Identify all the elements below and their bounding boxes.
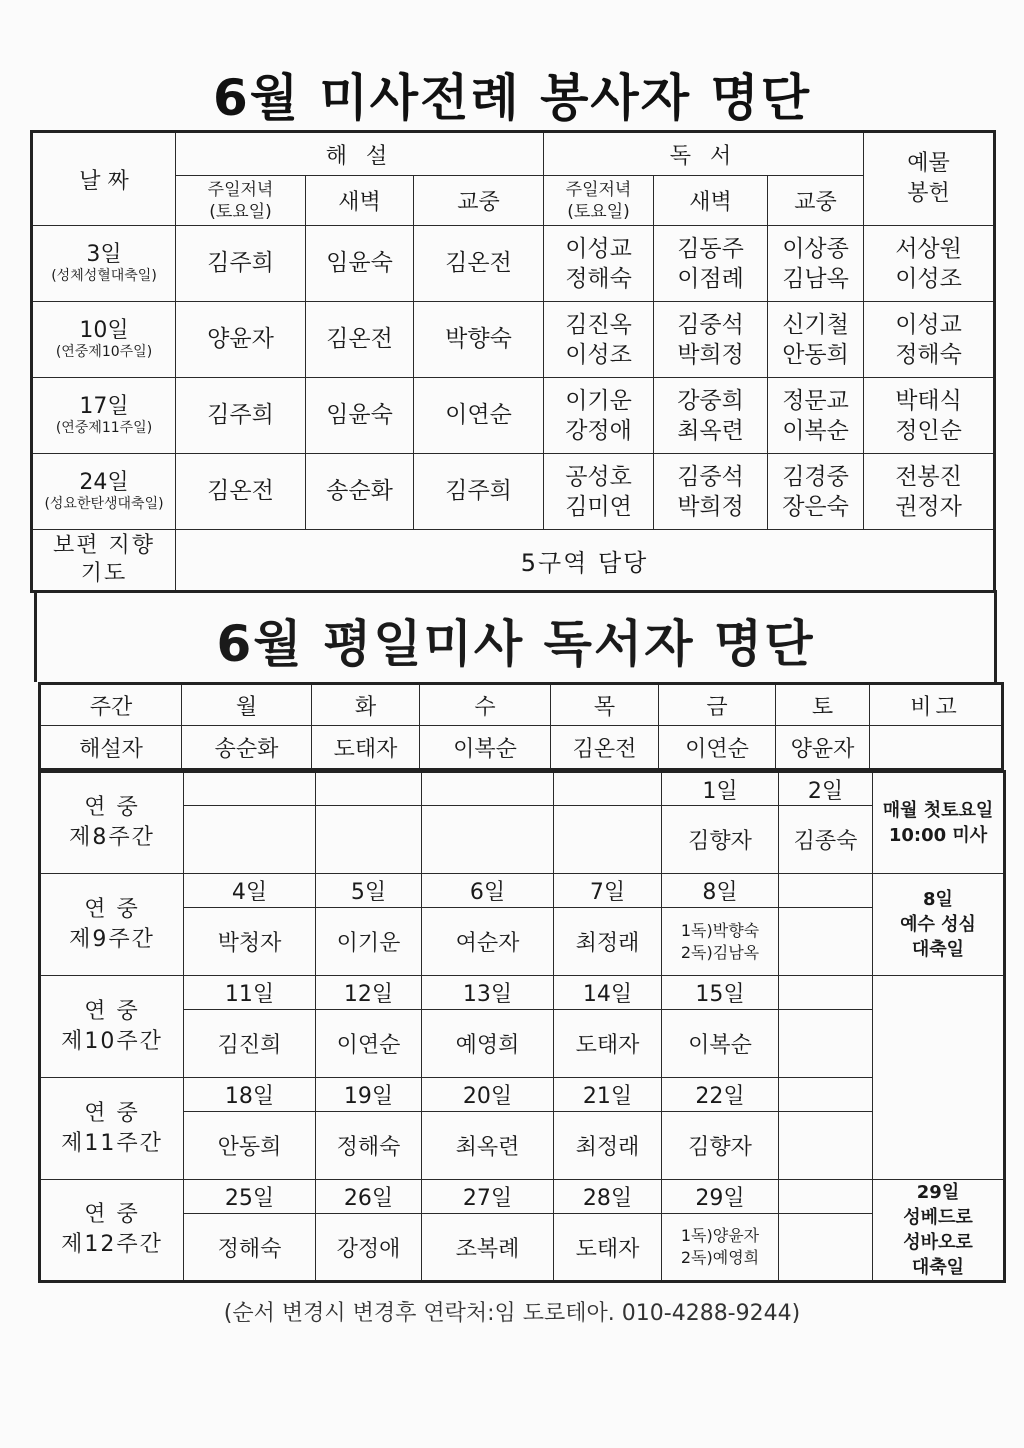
name-cell: 최정래 bbox=[554, 1112, 662, 1180]
name-cell: 양윤자 bbox=[776, 726, 870, 770]
date-cell: 27일 bbox=[422, 1180, 554, 1214]
name-cell: 김향자 bbox=[662, 1112, 779, 1180]
name-cell: 이기운 bbox=[316, 908, 422, 976]
name-cell bbox=[316, 806, 422, 874]
date-cell: 7일 bbox=[554, 874, 662, 908]
name-cell: 공성호 김미연 bbox=[544, 454, 654, 530]
name-cell: 강중희 최옥련 bbox=[654, 378, 768, 454]
date-cell bbox=[422, 772, 554, 806]
table-row bbox=[32, 226, 995, 302]
name-cell: 김온전 bbox=[551, 726, 659, 770]
week-label: 연 중 제8주간 bbox=[40, 772, 184, 874]
name-cell: 이성교 정해숙 bbox=[544, 226, 654, 302]
header-mon: 월 bbox=[182, 684, 312, 726]
date-cell: 17일 (연중제11주일) bbox=[32, 378, 176, 454]
name-cell: 여순자 bbox=[422, 908, 554, 976]
name-row bbox=[40, 806, 1005, 874]
prayer-label: 보편 지향 기도 bbox=[32, 530, 176, 592]
week-label: 연 중 제12주간 bbox=[40, 1180, 184, 1282]
date-cell: 26일 bbox=[316, 1180, 422, 1214]
name-cell: 김동주 이점례 bbox=[654, 226, 768, 302]
date-cell: 29일 bbox=[662, 1180, 779, 1214]
header-fri: 금 bbox=[659, 684, 776, 726]
prayer-row bbox=[32, 530, 995, 592]
date-cell: 10일 (연중제10주일) bbox=[32, 302, 176, 378]
header-thu: 목 bbox=[551, 684, 659, 726]
date-cell: 28일 bbox=[554, 1180, 662, 1214]
name-cell: 박태식 정인순 bbox=[864, 378, 995, 454]
date-cell bbox=[184, 772, 316, 806]
name-cell: 정해숙 bbox=[316, 1112, 422, 1180]
date-cell: 14일 bbox=[554, 976, 662, 1010]
week-label: 연 중 제9주간 bbox=[40, 874, 184, 976]
date-cell: 2일 bbox=[779, 772, 873, 806]
date-cell: 19일 bbox=[316, 1078, 422, 1112]
name-cell: 최정래 bbox=[554, 908, 662, 976]
name-cell: 김진옥 이성조 bbox=[544, 302, 654, 378]
date-cell bbox=[779, 874, 873, 908]
header-school: 교중 bbox=[768, 176, 864, 226]
week-label: 연 중 제11주간 bbox=[40, 1078, 184, 1180]
name-row bbox=[40, 1010, 1005, 1078]
date-cell bbox=[316, 772, 422, 806]
date-cell: 1일 bbox=[662, 772, 779, 806]
date-cell: 6일 bbox=[422, 874, 554, 908]
name-cell: 도태자 bbox=[554, 1214, 662, 1282]
name-cell: 김주희 bbox=[414, 454, 544, 530]
header-tue: 화 bbox=[312, 684, 420, 726]
commentator-label: 해설자 bbox=[40, 726, 182, 770]
table-row bbox=[32, 378, 995, 454]
name-cell: 김온전 bbox=[306, 302, 414, 378]
date-row bbox=[40, 1180, 1005, 1214]
name-cell: 김종숙 bbox=[779, 806, 873, 874]
header-school: 교중 bbox=[414, 176, 544, 226]
name-cell: 김경중 장은숙 bbox=[768, 454, 864, 530]
date-cell: 25일 bbox=[184, 1180, 316, 1214]
date-cell: 12일 bbox=[316, 976, 422, 1010]
name-cell: 양윤자 bbox=[176, 302, 306, 378]
name-cell bbox=[779, 908, 873, 976]
name-cell: 송순화 bbox=[306, 454, 414, 530]
name-cell bbox=[184, 806, 316, 874]
name-cell bbox=[554, 806, 662, 874]
name-cell: 1독)박향숙 2독)김남옥 bbox=[662, 908, 779, 976]
header-dawn: 새벽 bbox=[654, 176, 768, 226]
name-row bbox=[40, 908, 1005, 976]
name-cell: 이연순 bbox=[659, 726, 776, 770]
weekday-schedule-table bbox=[38, 770, 1006, 1283]
name-cell: 김온전 bbox=[176, 454, 306, 530]
header-sat: 토 bbox=[776, 684, 870, 726]
date-cell: 13일 bbox=[422, 976, 554, 1010]
weekday-header-table bbox=[38, 682, 1004, 771]
commentator-row bbox=[40, 726, 1003, 770]
name-cell bbox=[779, 1010, 873, 1078]
name-cell bbox=[779, 1112, 873, 1180]
name-row bbox=[40, 1214, 1005, 1282]
date-cell: 21일 bbox=[554, 1078, 662, 1112]
table-row bbox=[32, 454, 995, 530]
name-cell: 1독)양윤자 2독)예영희 bbox=[662, 1214, 779, 1282]
date-row bbox=[40, 976, 1005, 1010]
date-row bbox=[40, 772, 1005, 806]
name-cell: 김중석 박희정 bbox=[654, 302, 768, 378]
date-cell: 5일 bbox=[316, 874, 422, 908]
page-title: 6월 미사전례 봉사자 명단 bbox=[212, 69, 811, 127]
name-cell: 전봉진 권정자 bbox=[864, 454, 995, 530]
note-first-saturday: 매월 첫토요일 10:00 미사 bbox=[873, 772, 1005, 874]
name-cell: 강정애 bbox=[316, 1214, 422, 1282]
header-wed: 수 bbox=[420, 684, 551, 726]
name-cell: 이연순 bbox=[316, 1010, 422, 1078]
header-commentary: 해 설 bbox=[176, 132, 544, 176]
date-cell bbox=[554, 772, 662, 806]
sunday-mass-table bbox=[30, 130, 996, 593]
name-cell: 김중석 박희정 bbox=[654, 454, 768, 530]
name-row bbox=[40, 1112, 1005, 1180]
remarks-empty bbox=[873, 976, 1005, 1180]
name-cell: 정문교 이복순 bbox=[768, 378, 864, 454]
date-cell bbox=[779, 1078, 873, 1112]
note-sacred-heart: 8일 예수 성심 대축일 bbox=[873, 874, 1005, 976]
name-cell: 서상원 이성조 bbox=[864, 226, 995, 302]
name-cell: 김주희 bbox=[176, 226, 306, 302]
name-cell: 김향자 bbox=[662, 806, 779, 874]
note-peter-paul: 29일 성베드로 성바오로 대축일 bbox=[873, 1180, 1005, 1282]
header-sat-eve: 주일저녁 (토요일) bbox=[544, 176, 654, 226]
header-dawn: 새벽 bbox=[306, 176, 414, 226]
date-cell: 4일 bbox=[184, 874, 316, 908]
date-cell: 20일 bbox=[422, 1078, 554, 1112]
header-reading: 독 서 bbox=[544, 132, 864, 176]
header-offering: 예물 봉헌 bbox=[864, 132, 995, 226]
name-cell: 송순화 bbox=[182, 726, 312, 770]
header-date: 날 짜 bbox=[32, 132, 176, 226]
name-cell: 도태자 bbox=[554, 1010, 662, 1078]
name-cell: 김온전 bbox=[414, 226, 544, 302]
section-title: 6월 평일미사 독서자 명단 bbox=[216, 615, 815, 673]
date-cell: 3일 (성체성혈대축일) bbox=[32, 226, 176, 302]
name-cell bbox=[870, 726, 1003, 770]
date-cell: 24일 (성요한탄생대축일) bbox=[32, 454, 176, 530]
date-cell: 18일 bbox=[184, 1078, 316, 1112]
table-row bbox=[32, 302, 995, 378]
name-cell: 조복례 bbox=[422, 1214, 554, 1282]
name-cell: 이성교 정해숙 bbox=[864, 302, 995, 378]
name-cell: 신기철 안동희 bbox=[768, 302, 864, 378]
date-cell: 8일 bbox=[662, 874, 779, 908]
date-cell: 22일 bbox=[662, 1078, 779, 1112]
name-cell: 이상종 김남옥 bbox=[768, 226, 864, 302]
header-sat-eve: 주일저녁 (토요일) bbox=[176, 176, 306, 226]
name-cell: 도태자 bbox=[312, 726, 420, 770]
date-cell bbox=[779, 1180, 873, 1214]
name-cell bbox=[779, 1214, 873, 1282]
name-cell: 이복순 bbox=[662, 1010, 779, 1078]
header-remarks: 비고 bbox=[870, 684, 1003, 726]
week-label: 연 중 제10주간 bbox=[40, 976, 184, 1078]
name-cell: 정해숙 bbox=[184, 1214, 316, 1282]
weekday-title-box bbox=[34, 590, 997, 682]
name-cell: 안동희 bbox=[184, 1112, 316, 1180]
name-cell bbox=[422, 806, 554, 874]
name-cell: 김주희 bbox=[176, 378, 306, 454]
date-row bbox=[40, 874, 1005, 908]
name-cell: 박청자 bbox=[184, 908, 316, 976]
name-cell: 임윤숙 bbox=[306, 226, 414, 302]
date-cell: 11일 bbox=[184, 976, 316, 1010]
name-cell: 예영희 bbox=[422, 1010, 554, 1078]
header-week: 주간 bbox=[40, 684, 182, 726]
name-cell: 이기운 강정애 bbox=[544, 378, 654, 454]
name-cell: 박향숙 bbox=[414, 302, 544, 378]
name-cell: 임윤숙 bbox=[306, 378, 414, 454]
date-cell: 15일 bbox=[662, 976, 779, 1010]
contact-footer: (순서 변경시 변경후 연락처:임 도로테아. 010-4288-9244) bbox=[223, 1301, 801, 1326]
name-cell: 이복순 bbox=[420, 726, 551, 770]
name-cell: 최옥련 bbox=[422, 1112, 554, 1180]
prayer-value: 5구역 담당 bbox=[176, 530, 995, 592]
date-cell bbox=[779, 976, 873, 1010]
name-cell: 이연순 bbox=[414, 378, 544, 454]
date-row bbox=[40, 1078, 1005, 1112]
name-cell: 김진희 bbox=[184, 1010, 316, 1078]
